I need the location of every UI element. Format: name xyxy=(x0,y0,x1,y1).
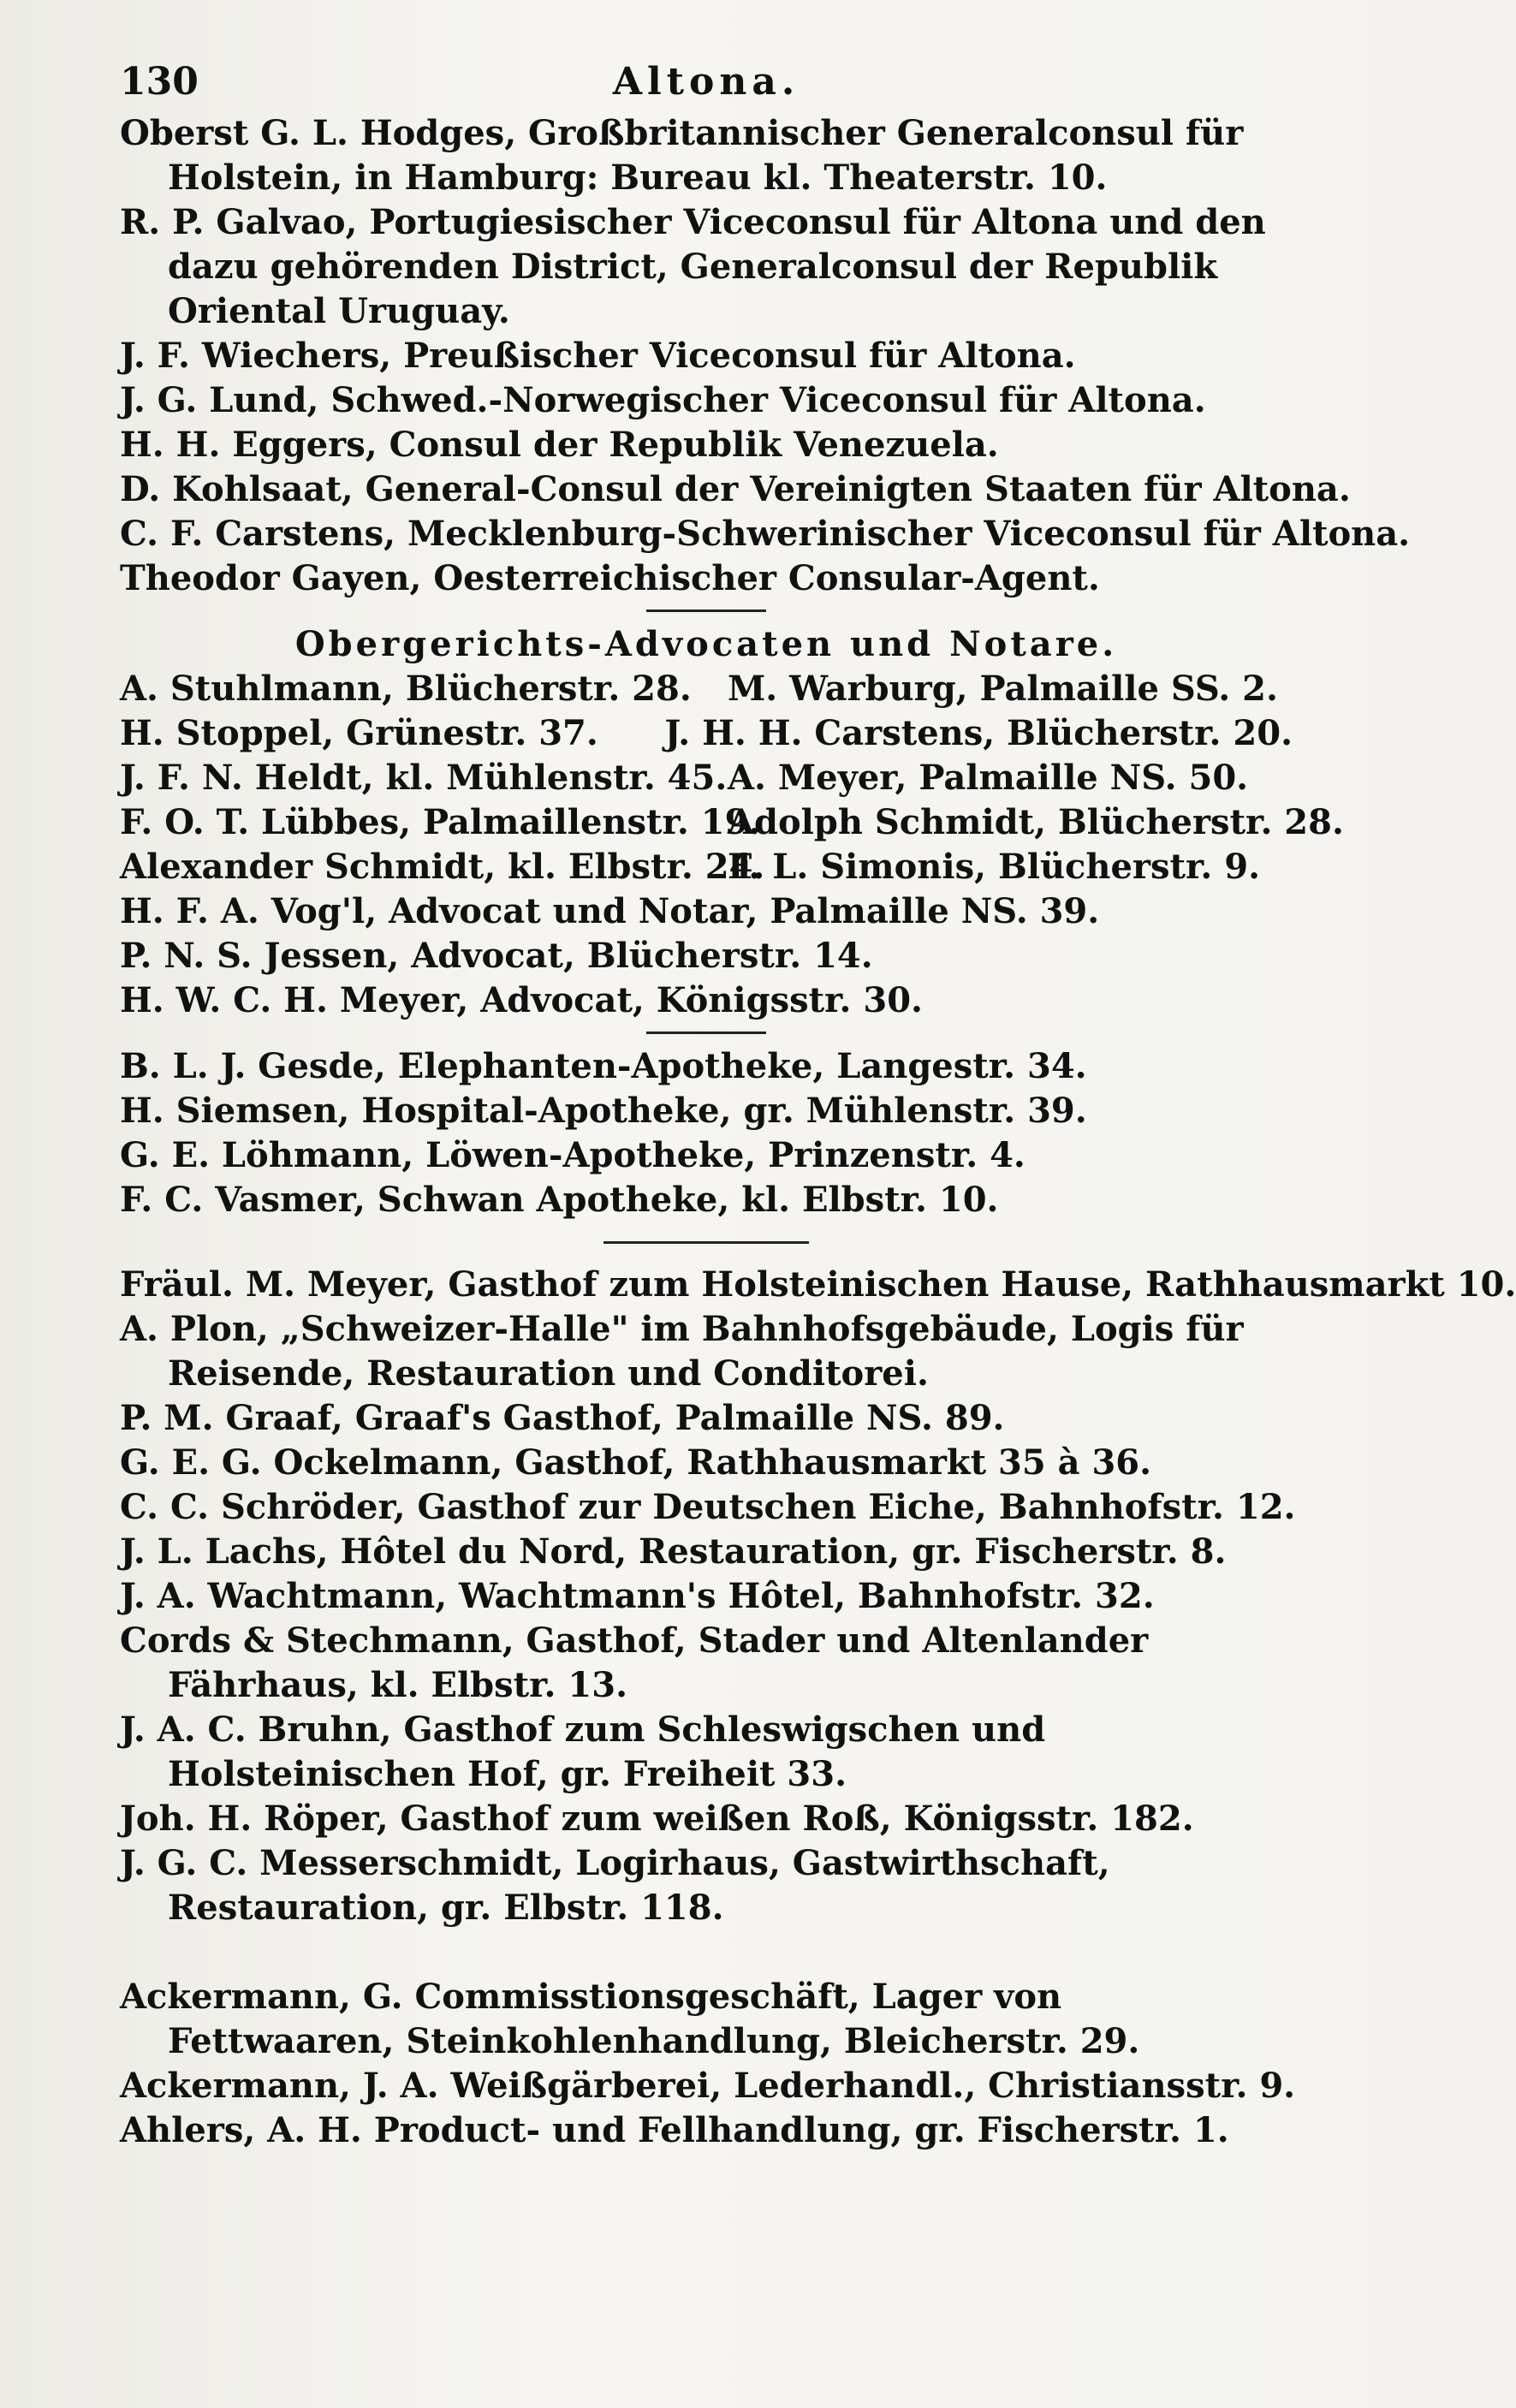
inn-entry: J. L. Lachs, Hôtel du Nord, Restauration, gr. Fischerstr. 8. xyxy=(120,1531,1227,1572)
inn-entry: G. E. G. Ockelmann, Gasthof, Rathhausmarkt 35 à 36. xyxy=(120,1442,1152,1483)
consul-entry: J. F. Wiechers, Preußischer Viceconsul für Altona. xyxy=(120,336,1076,376)
business-entry: Ahlers, A. H. Product- und Fellhandlung, gr. Fischerstr. 1. xyxy=(120,2110,1229,2150)
inns-section xyxy=(120,1263,1516,1930)
pharmacy-entry: B. L. J. Gesde, Elephanten-Apotheke, Langestr. 34. xyxy=(120,1046,1087,1086)
inn-entry: J. A. C. Bruhn, Gasthof zum Schleswigschen und Holsteinischen Hof, gr. Freiheit 33. xyxy=(120,1709,1046,1794)
inn-entry: Fräul. M. Meyer, Gasthof zum Holsteinischen Hause, Rathhausmarkt 10. xyxy=(120,1264,1516,1305)
advocates-section xyxy=(120,667,1344,1023)
advocates-row xyxy=(120,845,1293,889)
advocate-entry: J. H. H. Carstens, Blücherstr. 20. xyxy=(664,713,1293,753)
page-header xyxy=(120,43,1293,111)
spacer xyxy=(120,1953,1293,1975)
spacer xyxy=(120,1930,1293,1953)
consul-entry: H. H. Eggers, Consul der Republik Venezuela. xyxy=(120,425,999,465)
advocate-entry: P. N. S. Jessen, Advocat, Blücherstr. 14. xyxy=(120,936,873,976)
advocate-entry: H. Stoppel, Grünestr. 37. xyxy=(120,713,598,753)
advocates-row xyxy=(120,711,1293,756)
consul-entry: C. F. Carstens, Mecklenburg-Schwerinischer Viceconsul für Altona. xyxy=(120,514,1411,554)
advocate-entry: H. F. A. Vog'l, Advocat und Notar, Palmaille NS. 39. xyxy=(120,891,1100,931)
advocates-row xyxy=(120,800,1344,845)
advocate-entry: A. Meyer, Palmaille NS. 50. xyxy=(728,758,1249,798)
advocate-entry: F. L. Simonis, Blücherstr. 9. xyxy=(728,847,1260,887)
section-divider xyxy=(603,1241,809,1244)
advocates-heading: Obergerichts-Advocaten und Notare. xyxy=(294,624,1118,664)
pharmacy-entry: F. C. Vasmer, Schwan Apotheke, kl. Elbstr. 10. xyxy=(120,1180,999,1220)
pharmacy-entry: H. Siemsen, Hospital-Apotheke, gr. Mühlenstr. 39. xyxy=(120,1091,1087,1131)
advocate-entry: F. O. T. Lübbes, Palmaillenstr. 19. xyxy=(120,802,761,842)
inn-entry: J. A. Wachtmann, Wachtmann's Hôtel, Bahnhofstr. 32. xyxy=(120,1576,1155,1616)
advocate-entry: Adolph Schmidt, Blücherstr. 28. xyxy=(728,802,1344,842)
consul-entry: Theodor Gayen, Oesterreichischer Consular-Agent. xyxy=(120,558,1100,598)
section-divider xyxy=(646,1032,766,1034)
inn-entry: Cords & Stechmann, Gasthof, Stader und Altenlander Fährhaus, kl. Elbstr. 13. xyxy=(120,1620,1149,1705)
business-entry: Ackermann, J. A. Weißgärberei, Lederhandl., Christiansstr. 9. xyxy=(120,2066,1296,2106)
advocates-row xyxy=(120,756,1293,800)
consul-entry: Oberst G. L. Hodges, Großbritannischer Generalconsul für Holstein, in Hamburg: Bureau kl. Theaterstr. 10. xyxy=(120,113,1244,198)
consul-entry: J. G. Lund, Schwed.-Norwegischer Viceconsul für Altona. xyxy=(120,380,1206,420)
pharmacy-entry: G. E. Löhmann, Löwen-Apotheke, Prinzenstr. 4. xyxy=(120,1135,1026,1175)
section-divider xyxy=(646,609,766,612)
inn-entry: J. G. C. Messerschmidt, Logirhaus, Gastwirthschaft, Restauration, gr. Elbstr. 118. xyxy=(120,1843,1110,1928)
advocate-entry: H. W. C. H. Meyer, Advocat, Königsstr. 30. xyxy=(120,980,923,1020)
advocates-row xyxy=(120,667,1293,711)
running-title: Altona. xyxy=(612,60,800,104)
pharmacies-section xyxy=(120,1044,1293,1222)
business-entry: Ackermann, G. Commisstionsgeschäft, Lager von Fettwaaren, Steinkohlenhandlung, Bleicherstr. 29. xyxy=(120,1977,1140,2061)
advocate-entry: J. F. N. Heldt, kl. Mühlenstr. 45. xyxy=(120,758,728,798)
page-number: 130 xyxy=(120,60,199,104)
advocate-entry: A. Stuhlmann, Blücherstr. 28. xyxy=(120,669,692,709)
inn-entry: C. C. Schröder, Gasthof zur Deutschen Eiche, Bahnhofstr. 12. xyxy=(120,1487,1296,1527)
inn-entry: A. Plon, „Schweizer-Halle" im Bahnhofsgebäude, Logis für Reisende, Restauration und Conditorei. xyxy=(120,1309,1244,1394)
consul-entry: R. P. Galvao, Portugiesischer Viceconsul für Altona und den dazu gehörenden District, Generalconsul der Republik Oriental Uruguay. xyxy=(120,202,1266,331)
consul-entry: D. Kohlsaat, General-Consul der Vereinigten Staaten für Altona. xyxy=(120,469,1351,509)
consuls-section xyxy=(120,111,1411,601)
businesses-section xyxy=(120,1975,1296,2153)
inn-entry: Joh. H. Röper, Gasthof zum weißen Roß, Königsstr. 182. xyxy=(120,1799,1194,1839)
inn-entry: P. M. Graaf, Graaf's Gasthof, Palmaille NS. 89. xyxy=(120,1398,1005,1438)
advocate-entry: Alexander Schmidt, kl. Elbstr. 24. xyxy=(120,847,765,887)
advocate-entry: M. Warburg, Palmaille SS. 2. xyxy=(728,669,1278,709)
